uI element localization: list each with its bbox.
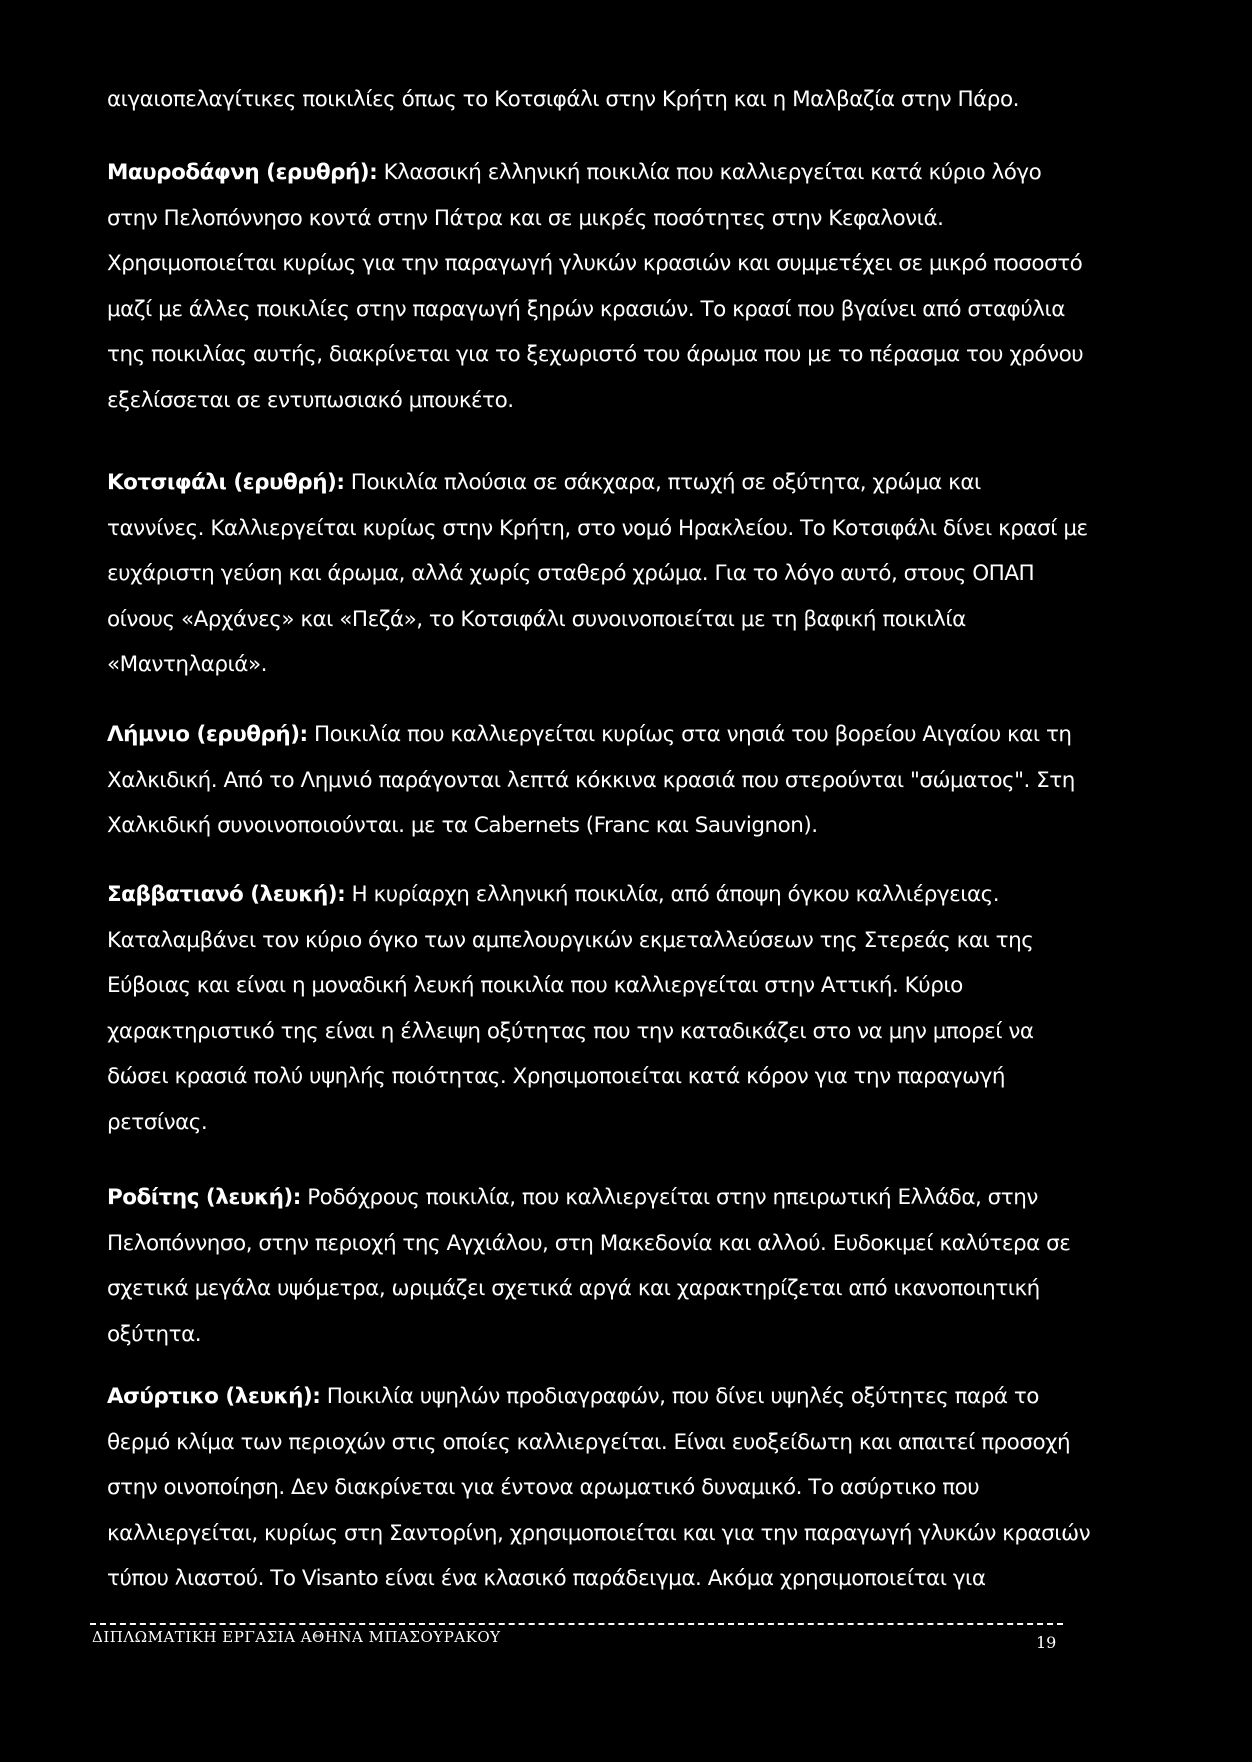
paragraph-line: Καταλαμβάνει τον κύριο όγκο των αμπελουργικών εκμεταλλεύσεων της Στερεάς και της	[107, 927, 1034, 953]
paragraph-line: εξελίσσεται σε εντυπωσιακό μπουκέτο.	[107, 387, 514, 413]
variety-mavrodafni	[107, 150, 1107, 423]
variety-savvatiano	[107, 872, 1107, 1145]
paragraph-line	[107, 150, 1107, 196]
paragraph-line: Χαλκιδική. Από το Λημνιό παράγονται λεπτά κόκκινα κρασιά που στερούνται "σώματος". Στη	[107, 767, 1075, 793]
variety-description: Ποικιλία που καλλιεργείται κυρίως στα νησιά του βορείου Αιγαίου και τη	[307, 722, 1072, 747]
variety-limnio	[107, 712, 1107, 849]
variety-term: Μαυροδάφνη (ερυθρή):	[107, 160, 378, 185]
variety-description: Η κυρίαρχη ελληνική ποικιλία, από άποψη όγκου καλλιέργειας.	[345, 882, 1000, 907]
footer-title: ΔΙΠΛΩΜΑΤΙΚΗ ΕΡΓΑΣΙΑ ΑΘΗΝΑ ΜΠΑΣΟΥΡΑΚΟΥ	[92, 1628, 501, 1646]
paragraph-line: «Μαντηλαριά».	[107, 652, 267, 677]
variety-term: Λήμνιο (ερυθρή):	[107, 722, 308, 747]
paragraph-line: ταννίνες. Καλλιεργείται κυρίως στην Κρήτη, στο νομό Ηρακλείου. Το Κοτσιφάλι δίνει κρασί με	[107, 515, 1088, 541]
footer-divider	[90, 1623, 1063, 1625]
paragraph-line: χαρακτηριστικό της είναι η έλλειψη οξύτητας που την καταδικάζει στο να μην μπορεί να	[107, 1018, 1034, 1044]
paragraph-line: ευχάριστη γεύση και άρωμα, αλλά χωρίς σταθερό χρώμα. Για το λόγο αυτό, στους ΟΠΑΠ	[107, 561, 1035, 586]
paragraph-line	[107, 1374, 1107, 1420]
paragraph-line: μαζί με άλλες ποικιλίες στην παραγωγή ξηρών κρασιών. Το κρασί που βγαίνει από σταφύλια	[107, 296, 1065, 322]
intro-paragraph	[107, 77, 1107, 123]
variety-term: Σαββατιανό (λευκή):	[107, 882, 346, 907]
paragraph-line: στην οινοποίηση. Δεν διακρίνεται για έντονα αρωματικό δυναμικό. Το ασύρτικο που	[107, 1475, 980, 1500]
paragraph-line	[107, 712, 1107, 758]
paragraph-line: θερμό κλίμα των περιοχών στις οποίες καλλιεργείται. Είναι ευοξείδωτη και απαιτεί προσοχή	[107, 1429, 1071, 1455]
variety-description: Κλασσική ελληνική ποικιλία που καλλιεργείται κατά κύριο λόγο	[377, 160, 1042, 185]
variety-description: Ποικιλία πλούσια σε σάκχαρα, πτωχή σε οξύτητα, χρώμα και	[344, 470, 981, 495]
variety-term: Ροδίτης (λευκή):	[107, 1185, 301, 1210]
variety-term: Κοτσιφάλι (ερυθρή):	[107, 470, 345, 495]
paragraph-line: σχετικά μεγάλα υψόμετρα, ωριμάζει σχετικά αργά και χαρακτηρίζεται από ικανοποιητική	[107, 1276, 1040, 1301]
paragraph-line: καλλιεργείται, κυρίως στη Σαντορίνη, χρησιμοποιείται και για την παραγωγή γλυκών κρασιών	[107, 1520, 1091, 1546]
variety-asyrtiko	[107, 1374, 1107, 1602]
paragraph-line: οίνους «Αρχάνες» και «Πεζά», το Κοτσιφάλι συνοινοποιείται με τη βαφική ποικιλία	[107, 606, 966, 632]
paragraph-line: δώσει κρασιά πολύ υψηλής ποιότητας. Χρησιμοποιείται κατά κόρον για την παραγωγή	[107, 1064, 1005, 1089]
paragraph-line	[107, 460, 1107, 506]
variety-description: Ποικιλία υψηλών προδιαγραφών, που δίνει υψηλές οξύτητες παρά το	[320, 1384, 1039, 1409]
variety-kotsifali	[107, 460, 1107, 688]
paragraph-line: της ποικιλίας αυτής, διακρίνεται για το ξεχωριστό του άρωμα που με το πέρασμα του χρόνου	[107, 342, 1084, 367]
page-number: 19	[1036, 1633, 1057, 1652]
paragraph-line: οξύτητα.	[107, 1321, 202, 1347]
paragraph-line: Χαλκιδική συνοινοποιούνται. με τα Cabernets (Franc και Sauvignon).	[107, 813, 818, 838]
paragraph-line	[107, 872, 1107, 918]
paragraph-line: αιγαιοπελαγίτικες ποικιλίες όπως το Κοτσιφάλι στην Κρήτη και η Μαλβαζία στην Πάρο.	[107, 87, 1019, 112]
paragraph-line: Εύβοιας και είναι η μοναδική λευκή ποικιλία που καλλιεργείται στην Αττική. Κύριο	[107, 973, 963, 998]
paragraph-line: στην Πελοπόννησο κοντά στην Πάτρα και σε μικρές ποσότητες στην Κεφαλονιά.	[107, 205, 944, 231]
variety-description: Ροδόχρους ποικιλία, που καλλιεργείται στην ηπειρωτική Ελλάδα, στην	[300, 1185, 1038, 1210]
paragraph-line: Πελοπόννησο, στην περιοχή της Αγχιάλου, στη Μακεδονία και αλλού. Ευδοκιμεί καλύτερα σε	[107, 1230, 1071, 1256]
variety-roditis	[107, 1175, 1107, 1357]
paragraph-line: ρετσίνας.	[107, 1109, 208, 1135]
paragraph-line	[107, 1175, 1107, 1221]
paragraph-line: τύπου λιαστού. Το Visanto είναι ένα κλασικό παράδειγμα. Ακόμα χρησιμοποιείται για	[107, 1566, 986, 1591]
variety-term: Ασύρτικο (λευκή):	[107, 1384, 321, 1409]
paragraph-line: Χρησιμοποιείται κυρίως για την παραγωγή γλυκών κρασιών και συμμετέχει σε μικρό ποσοστό	[107, 251, 1083, 276]
